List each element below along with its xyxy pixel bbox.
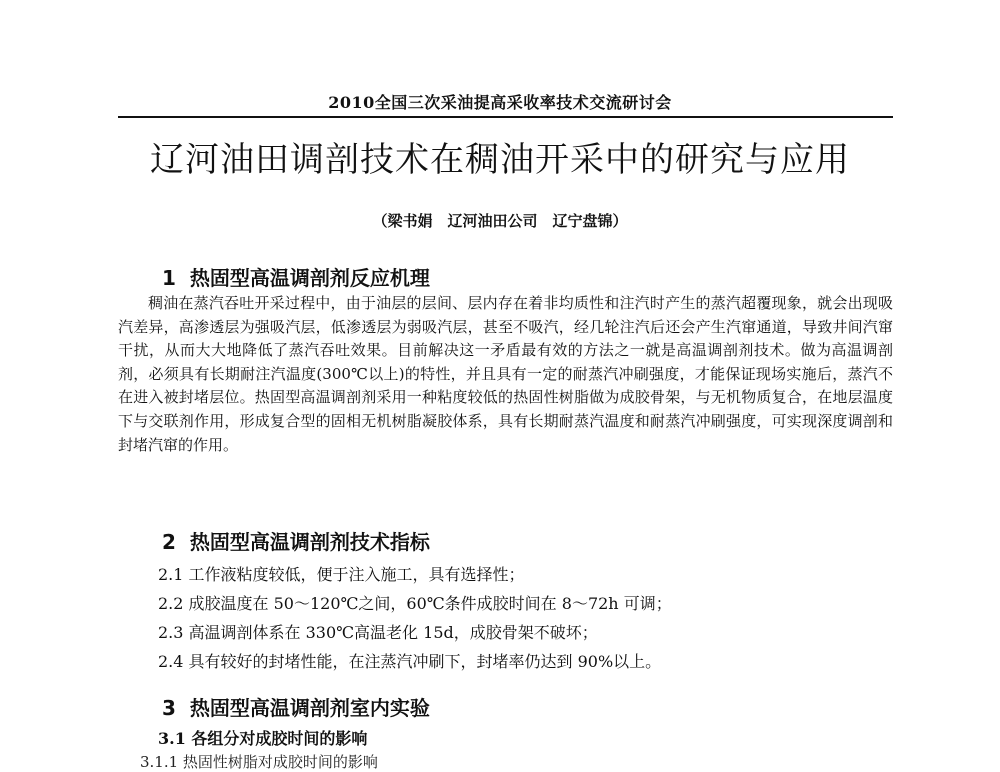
section-2-heading bbox=[162, 528, 430, 556]
section-title: 热固型高温调剖剂技术指标 bbox=[189, 530, 430, 554]
paper-title: 辽河油田调剖技术在稠油开采中的研究与应用 bbox=[150, 140, 850, 180]
spec-list bbox=[158, 560, 893, 676]
author-line: （梁书娟 辽河油田公司 辽宁盘锦） bbox=[372, 212, 628, 230]
section-title: 热固型高温调剖剂反应机理 bbox=[189, 266, 430, 290]
list-item: 2.2 成胶温度在 50～120℃之间，60℃条件成胶时间在 8～72h 可调； bbox=[158, 594, 672, 613]
section-number: 3 bbox=[162, 696, 176, 720]
section-title: 热固型高温调剖剂室内实验 bbox=[189, 696, 430, 720]
section-1-heading bbox=[162, 264, 430, 292]
section-1-paragraph: 稠油在蒸汽吞吐开采过程中，由于油层的层间、层内存在着非均质性和注汽时产生的蒸汽超覆现象，就会出现吸汽差异，高渗透层为强吸汽层，低渗透层为弱吸汽层，甚至不吸汽，经几轮注汽后还会产生汽窜通道，导致井间汽窜干扰，从而大大地降低了蒸汽吞吐效果。目前解决这一矛盾最有效的方法之一就是高温调剖剂技术。做为高温调剖剂，必须具有长期耐注汽温度(300℃以上)的特性，并且具有一定的耐蒸汽冲刷强度，才能保证现场实施后，蒸汽不在进入被封堵层位。热固型高温调剖剂采用一种粘度较低的热固性树脂做为成胶骨架，与无机物质复合，在地层温度下与交联剂作用，形成复合型的固相无机树脂凝胶体系，具有长期耐蒸汽温度和耐蒸汽冲刷强度，可实现深度调剖和封堵汽窜的作用。 bbox=[118, 294, 893, 454]
cutoff-text-line: 3.1.1 热固性树脂对成胶时间的影响 bbox=[140, 753, 378, 771]
section-3-heading bbox=[162, 694, 430, 722]
subsection-3-1-heading: 3.1 各组分对成胶时间的影响 bbox=[158, 729, 368, 748]
section-number: 1 bbox=[162, 266, 176, 290]
running-header: 2010全国三次采油提高采收率技术交流研讨会 bbox=[328, 93, 672, 112]
section-number: 2 bbox=[162, 530, 176, 554]
list-item: 2.3 高温调剖体系在 330℃高温老化 15d，成胶骨架不破坏； bbox=[158, 623, 598, 642]
list-item: 2.4 具有较好的封堵性能，在注蒸汽冲刷下，封堵率仍达到 90%以上。 bbox=[158, 652, 662, 671]
header-rule bbox=[118, 116, 893, 118]
list-item: 2.1 工作液粘度较低，便于注入施工，具有选择性； bbox=[158, 565, 525, 584]
